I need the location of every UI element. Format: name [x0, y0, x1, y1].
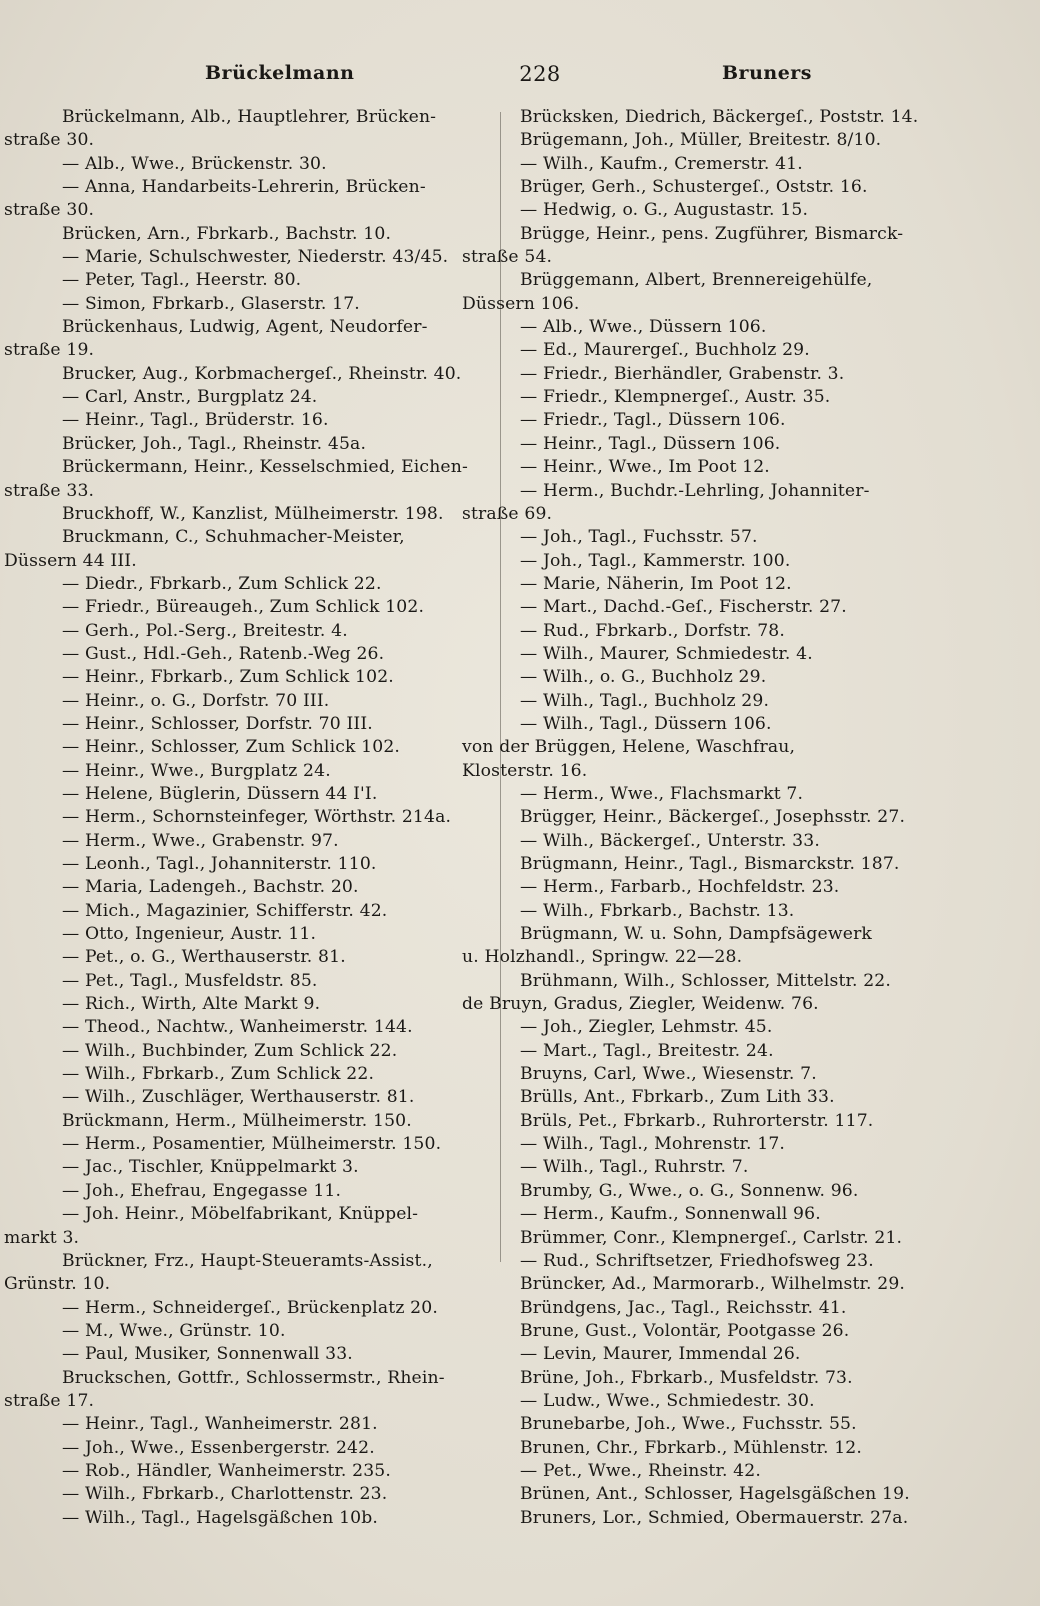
directory-entry: — Rud., Fbrkarb., Dorfstr. 78.	[520, 620, 785, 641]
directory-entry: Bründgens, Jac., Tagl., Reichsstr. 41.	[520, 1297, 847, 1318]
directory-entry: — Peter, Tagl., Heerstr. 80.	[62, 270, 302, 291]
header-left-catchword: Brückelmann	[205, 62, 355, 84]
directory-entry: Brucker, Aug., Korbmachergeſ., Rheinstr. 40.	[62, 363, 462, 384]
directory-entry: — Wilh., Tagl., Hagelsgäßchen 10b.	[62, 1507, 379, 1528]
directory-entry: — Otto, Ingenieur, Austr. 11.	[62, 924, 317, 945]
directory-entry: Brückenhaus, Ludwig, Agent, Neudorfer-	[62, 317, 428, 338]
directory-entry: Brückermann, Heinr., Kesselschmied, Eichen-	[62, 457, 468, 478]
directory-entry: — Herm., Wwe., Flachsmarkt 7.	[520, 783, 804, 804]
directory-entry: Brückner, Frz., Haupt-Steueramts-Assist.,	[62, 1250, 433, 1271]
directory-entry: Brückmann, Herm., Mülheimerstr. 150.	[62, 1110, 412, 1131]
directory-entry: Brügger, Heinr., Bäckergeſ., Josephsstr. 27.	[520, 807, 906, 828]
directory-entry: — Wilh., Maurer, Schmiedestr. 4.	[520, 643, 813, 664]
directory-entry: Brücker, Joh., Tagl., Rheinstr. 45a.	[62, 433, 367, 454]
directory-entry: — Friedr., Büreaugeh., Zum Schlick 102.	[62, 597, 425, 618]
directory-entry: — Heinr., Tagl., Wanheimerstr. 281.	[62, 1414, 378, 1435]
directory-entry: — Levin, Maurer, Immendal 26.	[520, 1344, 801, 1365]
directory-entry: — Wilh., Fbrkarb., Charlottenstr. 23.	[62, 1484, 388, 1505]
directory-entry: Brügge, Heinr., pens. Zugführer, Bismarck-	[520, 223, 904, 244]
directory-entry: Brüger, Gerh., Schustergeſ., Oststr. 16.	[520, 177, 868, 198]
directory-entry: — Pet., Wwe., Rheinstr. 42.	[520, 1460, 761, 1481]
directory-entry: — Joh., Wwe., Essenbergerstr. 242.	[62, 1437, 375, 1458]
directory-entry-continuation: straße 19.	[4, 340, 95, 361]
directory-entry-continuation: straße 30.	[4, 130, 95, 151]
directory-entry: — Heinr., Wwe., Burgplatz 24.	[62, 760, 331, 781]
directory-entry-continuation: Düssern 44 III.	[4, 550, 137, 571]
directory-entry: Brücken, Arn., Fbrkarb., Bachstr. 10.	[62, 223, 392, 244]
directory-entry: — Joh., Tagl., Fuchsstr. 57.	[520, 527, 758, 548]
directory-entry: — Marie, Näherin, Im Poot 12.	[520, 573, 792, 594]
directory-entry: — Herm., Wwe., Grabenstr. 97.	[62, 830, 339, 851]
directory-entry: — Wilh., Fbrkarb., Zum Schlick 22.	[62, 1064, 375, 1085]
directory-entry-continuation: straße 17.	[4, 1390, 95, 1411]
directory-entry: Brune, Gust., Volontär, Pootgasse 26.	[520, 1320, 850, 1341]
directory-entry-continuation: straße 54.	[462, 247, 553, 268]
directory-entry: Brüne, Joh., Fbrkarb., Musfeldstr. 73.	[520, 1367, 853, 1388]
directory-entry-continuation: straße 30.	[4, 200, 95, 221]
directory-entry-continuation: Grünstr. 10.	[4, 1274, 111, 1295]
directory-entry: Bruckmann, C., Schuhmacher-Meister,	[62, 527, 405, 548]
directory-entry: — Wilh., Tagl., Mohrenstr. 17.	[520, 1134, 786, 1155]
directory-entry: Brümmer, Conr., Klempnergeſ., Carlstr. 21.	[520, 1227, 903, 1248]
directory-entry: Bruckschen, Gottfr., Schlossermstr., Rhein-	[62, 1367, 445, 1388]
directory-entry: — Wilh., Tagl., Buchholz 29.	[520, 690, 770, 711]
directory-entry: Brüggemann, Albert, Brennereigehülfe,	[520, 270, 873, 291]
directory-entry: — Heinr., Schlosser, Dorfstr. 70 III.	[62, 713, 373, 734]
directory-entry: — Rob., Händler, Wanheimerstr. 235.	[62, 1460, 391, 1481]
directory-entry: — Wilh., Kaufm., Cremerstr. 41.	[520, 153, 803, 174]
directory-entry: Brünen, Ant., Schlosser, Hagelsgäßchen 19.	[520, 1484, 910, 1505]
directory-entry: — Mart., Dachd.-Geſ., Fischerstr. 27.	[520, 597, 847, 618]
directory-entry: — Wilh., Buchbinder, Zum Schlick 22.	[62, 1040, 398, 1061]
directory-entry: — Herm., Kaufm., Sonnenwall 96.	[520, 1204, 821, 1225]
directory-entry: — Anna, Handarbeits-Lehrerin, Brücken-	[62, 177, 426, 198]
directory-entry: — Alb., Wwe., Düssern 106.	[520, 317, 767, 338]
directory-entry: Brücksken, Diedrich, Bäckergeſ., Poststr. 14.	[520, 107, 919, 127]
left-column	[4, 106, 492, 1530]
directory-entry: — Heinr., Tagl., Brüderstr. 16.	[62, 410, 329, 431]
directory-entry: — Marie, Schulschwester, Niederstr. 43/45.	[62, 247, 449, 268]
directory-entry: — Rich., Wirth, Alte Markt 9.	[62, 994, 321, 1015]
directory-entry: — Heinr., Wwe., Im Poot 12.	[520, 457, 770, 478]
directory-entry: — Heinr., o. G., Dorfstr. 70 III.	[62, 690, 330, 711]
directory-entry: — Wilh., Tagl., Ruhrstr. 7.	[520, 1157, 749, 1178]
directory-entry: — Wilh., Bäckergeſ., Unterstr. 33.	[520, 830, 820, 851]
directory-entry: — Gerh., Pol.-Serg., Breitestr. 4.	[62, 620, 348, 641]
directory-entry: — Wilh., Zuschläger, Werthauserstr. 81.	[62, 1087, 415, 1108]
directory-entry: — Pet., o. G., Werthauserstr. 81.	[62, 947, 346, 968]
directory-entry-continuation: u. Holzhandl., Springw. 22—28.	[462, 947, 743, 968]
directory-entry: — Wilh., Fbrkarb., Bachstr. 13.	[520, 900, 795, 921]
directory-entry: Brügmann, W. u. Sohn, Dampfsägewerk	[520, 924, 872, 945]
directory-entry: Brühmann, Wilh., Schlosser, Mittelstr. 22.	[520, 970, 891, 991]
directory-entry: — Joh., Ehefrau, Engegasse 11.	[62, 1180, 342, 1201]
directory-entry: — Ed., Maurergeſ., Buchholz 29.	[520, 340, 810, 361]
directory-entry: Brunebarbe, Joh., Wwe., Fuchsstr. 55.	[520, 1414, 857, 1435]
directory-entry: — Joh., Ziegler, Lehmstr. 45.	[520, 1017, 773, 1038]
directory-entry-continuation: markt 3.	[4, 1227, 80, 1248]
directory-entry: Brunen, Chr., Fbrkarb., Mühlenstr. 12.	[520, 1437, 862, 1458]
directory-entry: — Heinr., Schlosser, Zum Schlick 102.	[62, 737, 401, 758]
directory-entry: — Mart., Tagl., Breitestr. 24.	[520, 1040, 774, 1061]
directory-entry: Bruckhoff, W., Kanzlist, Mülheimerstr. 198.	[62, 503, 444, 524]
directory-entry: — Joh. Heinr., Möbelfabrikant, Knüppel-	[62, 1204, 419, 1225]
directory-entry: Bruners, Lor., Schmied, Obermauerstr. 27a.	[520, 1507, 909, 1528]
directory-entry: — Heinr., Fbrkarb., Zum Schlick 102.	[62, 667, 394, 688]
directory-entry: — Leonh., Tagl., Johanniterstr. 110.	[62, 854, 377, 874]
directory-entry: Brügemann, Joh., Müller, Breitestr. 8/10.	[520, 130, 882, 151]
directory-entry: Brüncker, Ad., Marmorarb., Wilhelmstr. 29.	[520, 1274, 906, 1295]
directory-entry: — Friedr., Bierhändler, Grabenstr. 3.	[520, 363, 845, 384]
directory-entry: — Maria, Ladengeh., Bachstr. 20.	[62, 877, 359, 898]
directory-entry-continuation: straße 69.	[462, 503, 553, 524]
directory-entry: — M., Wwe., Grünstr. 10.	[62, 1320, 286, 1341]
directory-entry: — Herm., Farbarb., Hochfeldstr. 23.	[520, 877, 840, 898]
directory-entry: — Herm., Schornsteinfeger, Wörthstr. 214a.	[62, 807, 452, 828]
directory-entry: — Gust., Hdl.-Geh., Ratenb.-Weg 26.	[62, 643, 385, 664]
directory-entry: — Carl, Anstr., Burgplatz 24.	[62, 387, 318, 408]
directory-entry: — Simon, Fbrkarb., Glaserstr. 17.	[62, 293, 360, 314]
directory-entry: Brumby, G., Wwe., o. G., Sonnenw. 96.	[520, 1180, 859, 1201]
directory-entry: — Theod., Nachtw., Wanheimerstr. 144.	[62, 1017, 413, 1038]
directory-entry: Bruyns, Carl, Wwe., Wiesenstr. 7.	[520, 1064, 817, 1085]
directory-entry: Brückelmann, Alb., Hauptlehrer, Brücken-	[62, 107, 437, 127]
directory-entry: — Joh., Tagl., Kammerstr. 100.	[520, 550, 791, 571]
directory-entry: — Paul, Musiker, Sonnenwall 33.	[62, 1344, 353, 1365]
header-right-catchword: Bruners	[722, 62, 812, 84]
directory-entry: — Wilh., o. G., Buchholz 29.	[520, 667, 767, 688]
directory-entry: — Mich., Magazinier, Schifferstr. 42.	[62, 900, 388, 921]
directory-entry: — Alb., Wwe., Brückenstr. 30.	[62, 153, 327, 174]
directory-entry: — Pet., Tagl., Musfeldstr. 85.	[62, 970, 318, 991]
right-column	[462, 106, 960, 1530]
directory-entry: — Jac., Tischler, Knüppelmarkt 3.	[62, 1157, 359, 1178]
directory-entry-continuation: von der Brüggen, Helene, Waschfrau,	[462, 737, 796, 758]
directory-entry-continuation: Klosterstr. 16.	[462, 760, 588, 781]
directory-entry: — Ludw., Wwe., Schmiedestr. 30.	[520, 1390, 815, 1411]
directory-entry: — Hedwig, o. G., Augustastr. 15.	[520, 200, 809, 221]
directory-entry: — Herm., Schneidergeſ., Brückenplatz 20.	[62, 1297, 438, 1318]
directory-entry-continuation: straße 33.	[4, 480, 95, 501]
directory-entry: — Rud., Schriftsetzer, Friedhofsweg 23.	[520, 1250, 874, 1271]
directory-entry: — Diedr., Fbrkarb., Zum Schlick 22.	[62, 573, 382, 594]
directory-entry: — Herm., Posamentier, Mülheimerstr. 150.	[62, 1134, 442, 1155]
directory-entry: — Friedr., Klempnergeſ., Austr. 35.	[520, 387, 831, 408]
directory-entry: Brügmann, Heinr., Tagl., Bismarckstr. 187.	[520, 854, 900, 874]
directory-entry: — Friedr., Tagl., Düssern 106.	[520, 410, 786, 431]
directory-entry-continuation: Düssern 106.	[462, 293, 580, 314]
running-head	[60, 62, 980, 92]
directory-entry: — Wilh., Tagl., Düssern 106.	[520, 713, 772, 734]
directory-entry: Brülls, Ant., Fbrkarb., Zum Lith 33.	[520, 1087, 835, 1108]
column-divider	[500, 112, 501, 1262]
directory-entry: — Helene, Büglerin, Düssern 44 I'I.	[62, 783, 378, 804]
directory-entry: Brüls, Pet., Fbrkarb., Ruhrorterstr. 117.	[520, 1110, 874, 1131]
directory-entry: — Heinr., Tagl., Düssern 106.	[520, 433, 781, 454]
directory-entry: — Herm., Buchdr.-Lehrling, Johanniter-	[520, 480, 870, 501]
page-number: 228	[519, 62, 561, 86]
directory-entry-continuation: de Bruyn, Gradus, Ziegler, Weidenw. 76.	[462, 994, 819, 1015]
